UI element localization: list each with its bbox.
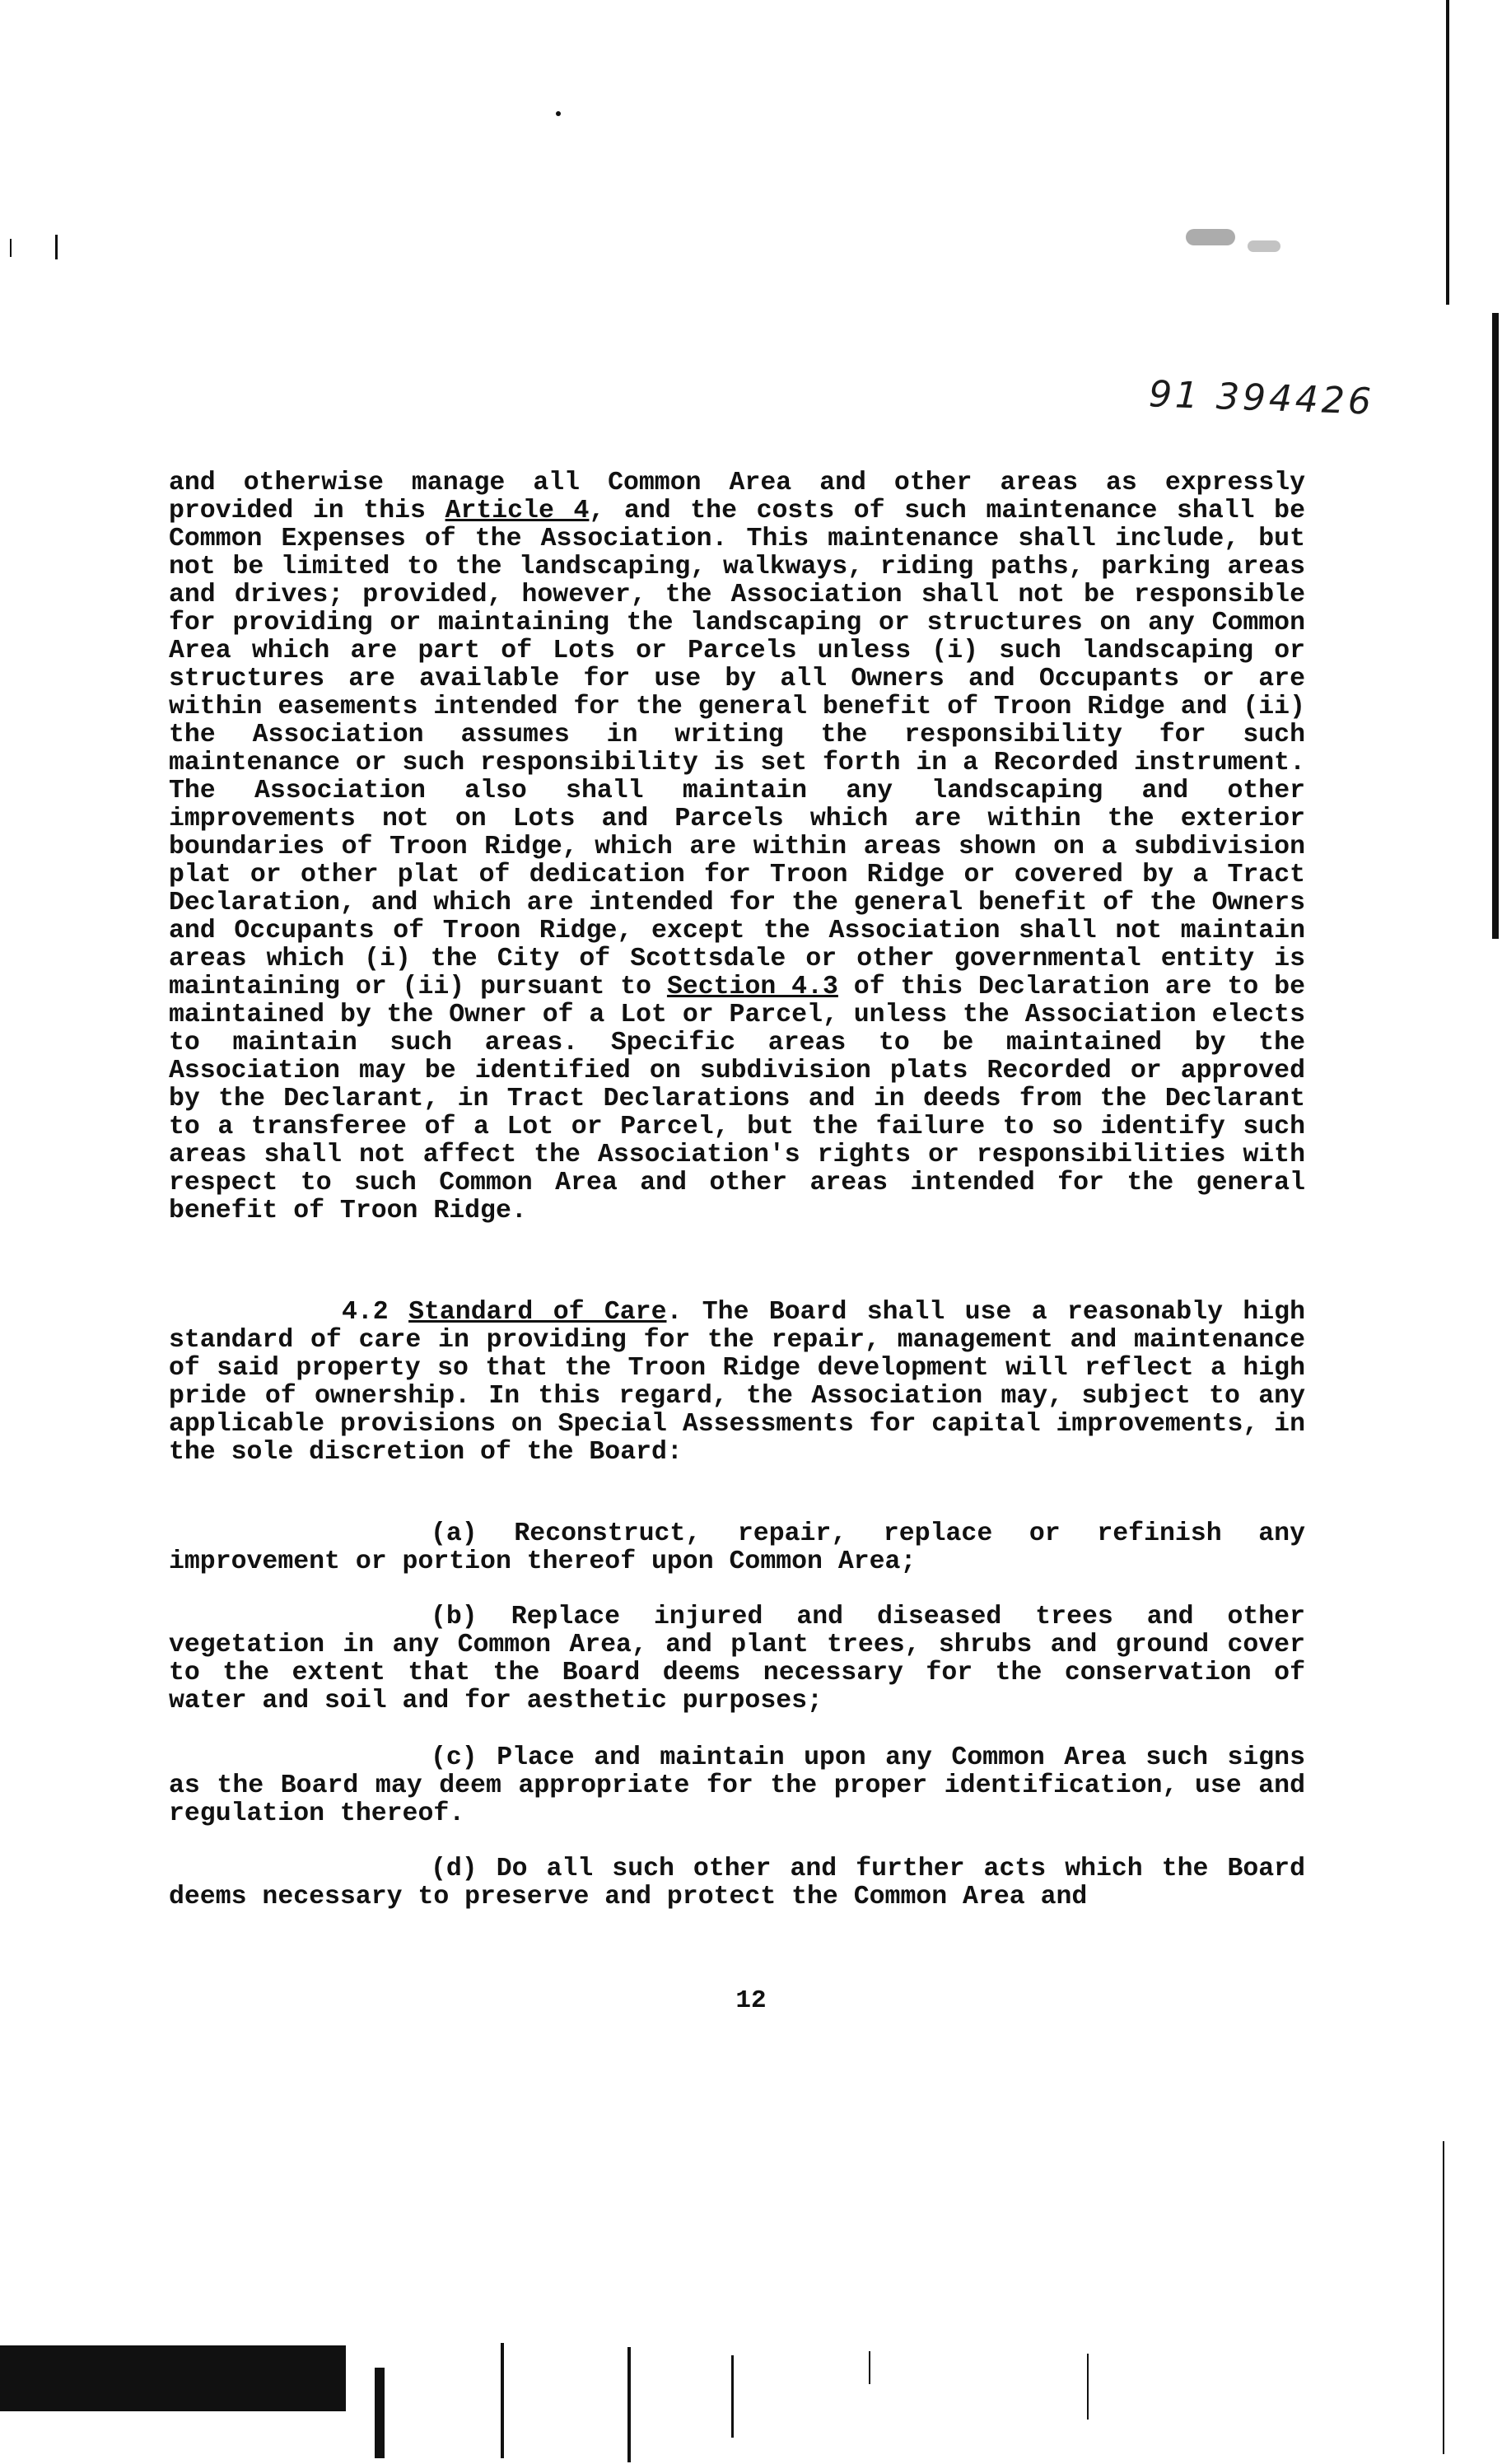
paragraph-text: and otherwise manage all Common Area and other areas as expressly provided in this [169,469,1305,525]
scan-artifact-bottom-line [1087,2354,1089,2420]
scan-artifact-bottom-left-block [0,2345,346,2411]
scan-artifact-left-tick [55,235,58,259]
section-heading-period: . [666,1298,683,1327]
page-number: 12 [735,1986,767,2015]
recording-number: 91 394426 [1148,373,1375,423]
list-item-c: (c) Place and maintain upon any Common Area such signs as the Board may deem appropriate for the proper identification, use and regulation thereof. [169,1743,1305,1828]
scan-artifact-bottom-bar [375,2368,385,2458]
scan-artifact-stamp-smudge [1186,229,1235,245]
article-reference: Article 4 [445,497,590,525]
section-reference: Section 4.3 [666,973,838,1001]
scan-artifact-bottom-right-line [1443,2141,1444,2454]
paragraph-text: , and the costs of such maintenance shall be Common Expenses of the Association. This maintenance shall include, but not be limited to the landscaping, walkways, riding paths, parking areas and drives; provided, however, the Association shall not be responsible for providing or maintaining the landscaping or structures on any Common Area which are part of Lots or Parcels unless (i) such landscaping or structures are available for use by all Owners and Occupants or are within easements intended for the general benefit of Troon Ridge and (ii) the Association assumes in writing the responsibility for such maintenance or such responsibility is set forth in a Recorded instrument. The Association also shall maintain any landscaping and other improvements not on Lots and Parcels which are within the exterior boundaries of Troon Ridge, which are within areas shown on a subdivision plat or other plat of dedication for Troon Ridge or covered by a Tract Declaration, and which are intended for the general benefit of the Owners and Occupants of Troon Ridge, except the Association shall not maintain areas which (i) the City of Scottsdale or other governmental entity is maintaining or (ii) pursuant to [169,497,1305,1001]
scan-artifact-bottom-line [627,2347,631,2462]
scan-artifact-dot [556,111,561,116]
section-text: The Board shall use a reasonably high standard of care in providing for the repair, management and maintenance of said property so that the Troon Ridge development will reflect a high pride of ownership. In this regard, the Association may, subject to any applicable provisions on Special Assessments for capital improvements, in the sole discretion of the Board: [169,1298,1305,1467]
scan-artifact-right-edge [1446,0,1449,305]
section-number: 4.2 [342,1298,409,1327]
list-item-d: (d) Do all such other and further acts which the Board deems necessary to preserve and protect the Common Area and [169,1855,1305,1911]
scan-artifact-bottom-line [869,2351,870,2384]
scan-artifact-bottom-line [501,2343,504,2458]
paragraph-text: of this Declaration are to be maintained by the Owner of a Lot or Parcel, unless the Association elects to maintain such areas. Specific areas to be maintained by the Association may be identified on subdivision plats Recorded or approved by the Declarant, in Tract Declarations and in deeds from the Declarant to a transferee of a Lot or Parcel, but the failure to so identify such areas shall not affect the Association's rights or responsibilities with respect to such Common Area and other areas intended for the general benefit of Troon Ridge. [169,973,1306,1225]
section-heading: Standard of Care [408,1298,667,1327]
list-item-b: (b) Replace injured and diseased trees and other vegetation in any Common Area, and plant trees, shrubs and ground cover to the extent that the Board deems necessary for the conservation of water and soil and for aesthetic purposes; [169,1603,1305,1715]
list-item-a: (a) Reconstruct, repair, replace or refinish any improvement or portion thereof upon Common Area; [169,1519,1305,1576]
paragraph-maintenance [169,469,1305,1225]
scan-artifact-left-tick [10,239,12,257]
scan-artifact-stamp-smudge [1248,240,1280,252]
section-4-2-standard-of-care [169,1299,1305,1467]
scan-artifact-bottom-line [731,2355,734,2438]
scan-artifact-right-bar [1492,313,1499,939]
